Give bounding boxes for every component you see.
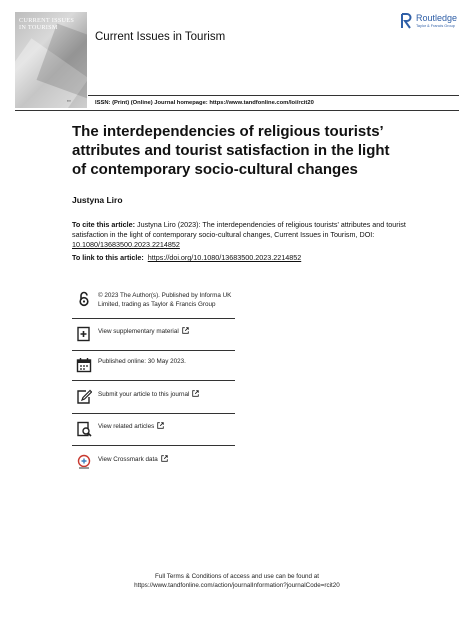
article-title: The interdependencies of religious tourists’ attributes and tourist satisfaction in the light of contemporary socio-cultural changes <box>72 123 390 178</box>
info-divider <box>72 318 235 319</box>
related-articles-link[interactable]: View related articles <box>98 423 155 430</box>
article-link-block <box>72 253 412 262</box>
cite-label: To cite this article: <box>72 220 135 229</box>
article-doi-link[interactable]: https://doi.org/10.1080/13683500.2023.2214852 <box>147 253 302 262</box>
article-author[interactable]: Justyna Liro <box>72 195 123 205</box>
citation-block <box>72 220 407 250</box>
crossmark-row-text[interactable] <box>98 455 238 465</box>
issn-homepage-line[interactable]: ISSN: (Print) (Online) Journal homepage: https://www.tandfonline.com/loi/rcit20 <box>95 100 314 106</box>
external-link-icon <box>157 422 164 429</box>
header-bottom-divider <box>15 110 459 111</box>
link-label: To link to this article: <box>72 253 144 262</box>
journal-name[interactable]: Current Issues in Tourism <box>95 31 226 43</box>
journal-cover-thumbnail <box>15 12 87 108</box>
open-access-icon <box>76 291 92 307</box>
terms-line: Full Terms & Conditions of access and use can be found at <box>154 573 320 580</box>
publisher-logo <box>401 13 463 33</box>
supplementary-row-text[interactable] <box>98 327 238 337</box>
submit-article-icon <box>76 389 92 405</box>
license-text: © 2023 The Author(s). Published by Informa UK Limited, trading as Taylor & Francis Group <box>98 292 232 308</box>
cite-doi-link[interactable]: 10.1080/13683500.2023.2214852 <box>72 240 180 249</box>
info-divider <box>72 413 235 414</box>
publisher-subtitle: Taylor & Francis Group <box>416 24 455 28</box>
routledge-r-icon <box>401 13 412 29</box>
submit-row-text[interactable] <box>98 390 238 400</box>
header-divider <box>88 95 459 96</box>
crossmark-icon <box>76 454 92 470</box>
related-row-text[interactable] <box>98 422 238 432</box>
crossmark-link[interactable]: View Crossmark data <box>98 456 158 463</box>
info-divider <box>72 380 235 381</box>
calendar-icon <box>76 357 92 373</box>
info-divider <box>72 445 235 446</box>
terms-url-link[interactable]: https://www.tandfonline.com/action/journalInformation?journalCode=rcit20 <box>134 581 340 589</box>
submit-article-link[interactable]: Submit your article to this journal <box>98 391 190 398</box>
published-date-text: Published online: 30 May 2023. <box>98 358 186 365</box>
cite-text: Justyna Liro (2023): The interdependencies of religious tourists’ attributes and tourist satisfaction in the light of contemporary socio-cultural changes, Current Issues in Tourism, DOI: <box>72 220 406 239</box>
external-link-icon <box>192 390 199 397</box>
cover-publisher-logo: ▪▪▪ <box>67 99 71 103</box>
info-divider <box>72 350 235 351</box>
related-articles-icon <box>76 421 92 437</box>
terms-footer <box>100 573 374 590</box>
external-link-icon <box>161 455 168 462</box>
add-material-icon <box>76 326 92 342</box>
external-link-icon <box>182 327 189 334</box>
supplementary-link[interactable]: View supplementary material <box>98 328 179 335</box>
cover-title: CURRENT ISSUES IN TOURISM <box>19 17 75 31</box>
publisher-name: Routledge <box>416 13 458 23</box>
